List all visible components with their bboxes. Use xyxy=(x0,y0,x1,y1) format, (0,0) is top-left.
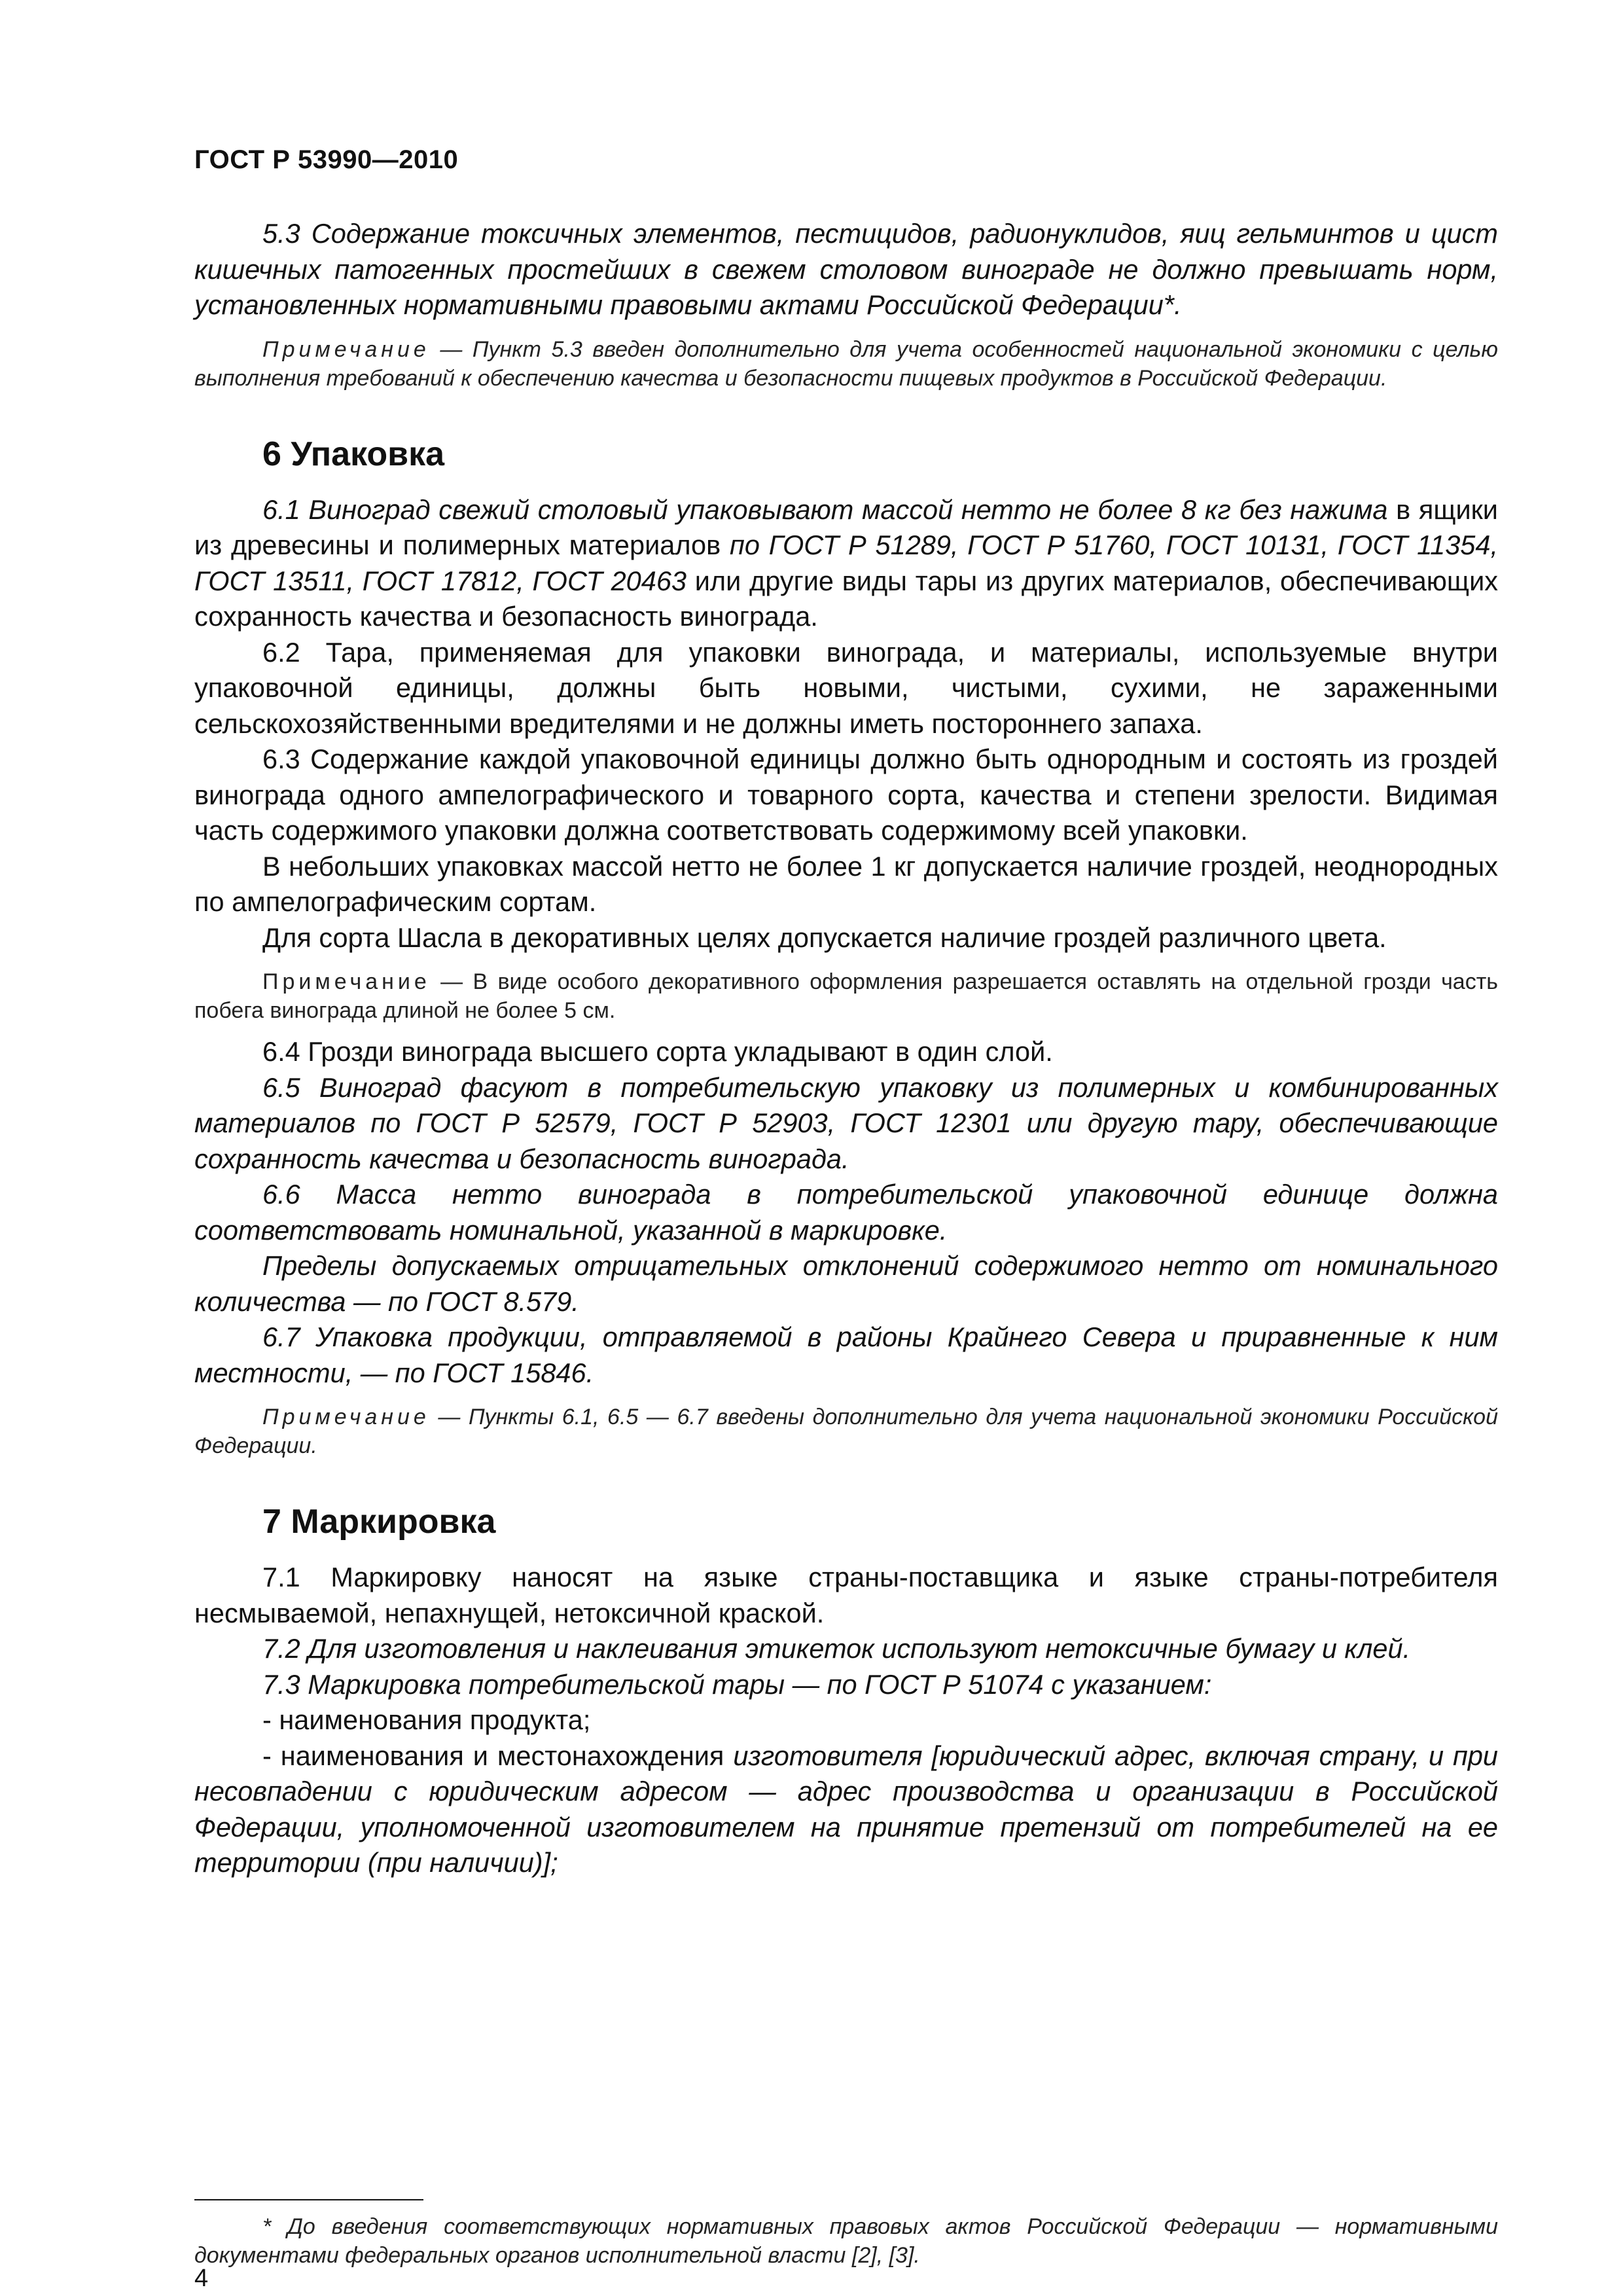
clause-6-6-text: 6.6 Масса нетто винограда в потребительской упаковочной единице должна соответствовать номинальной, указанной в маркировке. xyxy=(194,1179,1498,1246)
clause-5-3 xyxy=(194,216,1498,323)
section-7-heading: 7 Маркировка xyxy=(262,1503,496,1541)
clause-6-1-text-b: или другие виды тары из других материалов, обеспечивающих сохранность качества и безопасность винограда. xyxy=(194,565,1498,632)
clause-5-3-text: 5.3 Содержание токсичных элементов, пестицидов, радионуклидов, яиц гельминтов и цист кишечных патогенных простейших в свежем столовом винограде не должно превышать норм, установленных нормативными правовыми актами Российской Федерации*. xyxy=(194,218,1498,320)
note-label: Примечание xyxy=(262,336,430,362)
clause-7-2-text: 7.2 Для изготовления и наклеивания этикеток используют нетоксичные бумагу и клей. xyxy=(262,1633,1411,1664)
clause-6-5-text: 6.5 Виноград фасуют в потребительскую упаковку из полимерных и комбинированных материалов по ГОСТ Р 52579, ГОСТ Р 52903, ГОСТ 12301 или другую тару, обеспечивающие сохранность качества и безопасность винограда. xyxy=(194,1071,1498,1174)
page-content xyxy=(194,216,1498,1881)
clause-7-2 xyxy=(194,1631,1498,1667)
clause-6-2: 6.2 Тара, применяемая для упаковки винограда, и материалы, используемые внутри упаковочной единицы, должны быть новыми, чистыми, сухими, не зараженными сельскохозяйственными вредителями и не должны иметь постороннего запаха. xyxy=(194,636,1498,739)
clause-6-1-text-a: в ящики из древесины и полимерных материалов xyxy=(194,493,1498,560)
note-6-3 xyxy=(194,967,1498,1025)
footnote: * До введения соответствующих нормативных правовых актов Российской Федерации — нормативными документами федеральных органов исполнительной власти [2], [3]. xyxy=(194,2214,1498,2268)
clause-6-3: 6.3 Содержание каждой упаковочной единицы должно быть однородным и состоять из гроздей винограда одного ампелографического и товарного сорта, качества и степени зрелости. Видимая часть содержимого упаковки должна соответствовать содержимому всей упаковки. xyxy=(194,744,1498,846)
page-number: 4 xyxy=(194,2265,209,2292)
note-text: — Пункты 6.1, 6.5 — 6.7 введены дополнительно для учета национальной экономики Российской Федерации. xyxy=(194,1405,1498,1458)
clause-6-6 xyxy=(194,1177,1498,1248)
list-item-product-name: - наименования продукта; xyxy=(262,1704,591,1735)
clause-6-1-italic-b: по ГОСТ Р 51289, ГОСТ Р 51760, ГОСТ 10131, ГОСТ 11354, ГОСТ 13511, ГОСТ 17812, ГОСТ 20463 xyxy=(194,529,1498,596)
note-text: — Пункт 5.3 введен дополнительно для учета особенностей национальной экономики с целью выполнения требований к обеспечению качества и безопасности пищевых продуктов в Российской Федерации. xyxy=(194,336,1498,391)
clause-6-4: 6.4 Грозди винограда высшего сорта укладывают в один слой. xyxy=(262,1036,1053,1067)
section-6-heading: 6 Упаковка xyxy=(262,435,445,473)
note-label: Примечание xyxy=(262,969,431,994)
note-label: Примечание xyxy=(262,1405,430,1429)
note-5-3 xyxy=(194,335,1498,393)
clause-6-3-b: В небольших упаковках массой нетто не более 1 кг допускается наличие гроздей, неоднородных по ампелографическим сортам. xyxy=(194,850,1498,917)
document-header: ГОСТ Р 53990—2010 xyxy=(194,145,459,174)
clause-6-1-italic-a: 6.1 Виноград свежий столовый упаковывают массой нетто не более 8 кг без нажима xyxy=(262,493,1388,525)
clause-6-7-text: 6.7 Упаковка продукции, отправляемой в районы Крайнего Севера и приравненные к ним местности, — по ГОСТ 15846. xyxy=(194,1321,1498,1388)
note-6-7 xyxy=(194,1403,1498,1460)
clause-7-3-text: 7.3 Маркировка потребительской тары — по ГОСТ Р 51074 с указанием: xyxy=(262,1668,1212,1700)
list-item-manufacturer-italic: изготовителя [юридический адрес, включая страну, и при несовпадении с юридическим адресом — адрес производства и организации в Российской Федерации, уполномоченной изготовителем на принятие претензий от потребителей на ее территории (при наличии)]; xyxy=(194,1740,1499,1878)
clause-6-1 xyxy=(194,492,1498,635)
clause-6-6-b-text: Пределы допускаемых отрицательных отклонений содержимого нетто от номинального количества — по ГОСТ 8.579. xyxy=(194,1250,1498,1317)
footnote-divider xyxy=(194,2199,423,2200)
clause-7-1: 7.1 Маркировку наносят на языке страны-поставщика и языке страны-потребителя несмываемой, непахнущей, нетоксичной краской. xyxy=(194,1562,1498,1628)
clause-6-3-c: Для сорта Шасла в декоративных целях допускается наличие гроздей различного цвета. xyxy=(262,922,1387,953)
list-item-manufacturer xyxy=(194,1738,1498,1881)
clause-6-5 xyxy=(194,1070,1498,1177)
list-item-manufacturer-text: - наименования и местонахождения xyxy=(262,1740,734,1771)
clause-7-3 xyxy=(194,1667,1498,1703)
clause-6-6-b xyxy=(194,1248,1498,1319)
note-text: — В виде особого декоративного оформления разрешается оставлять на отдельной грозди часть побега винограда длиной не более 5 см. xyxy=(194,969,1498,1023)
clause-6-7 xyxy=(194,1319,1498,1391)
